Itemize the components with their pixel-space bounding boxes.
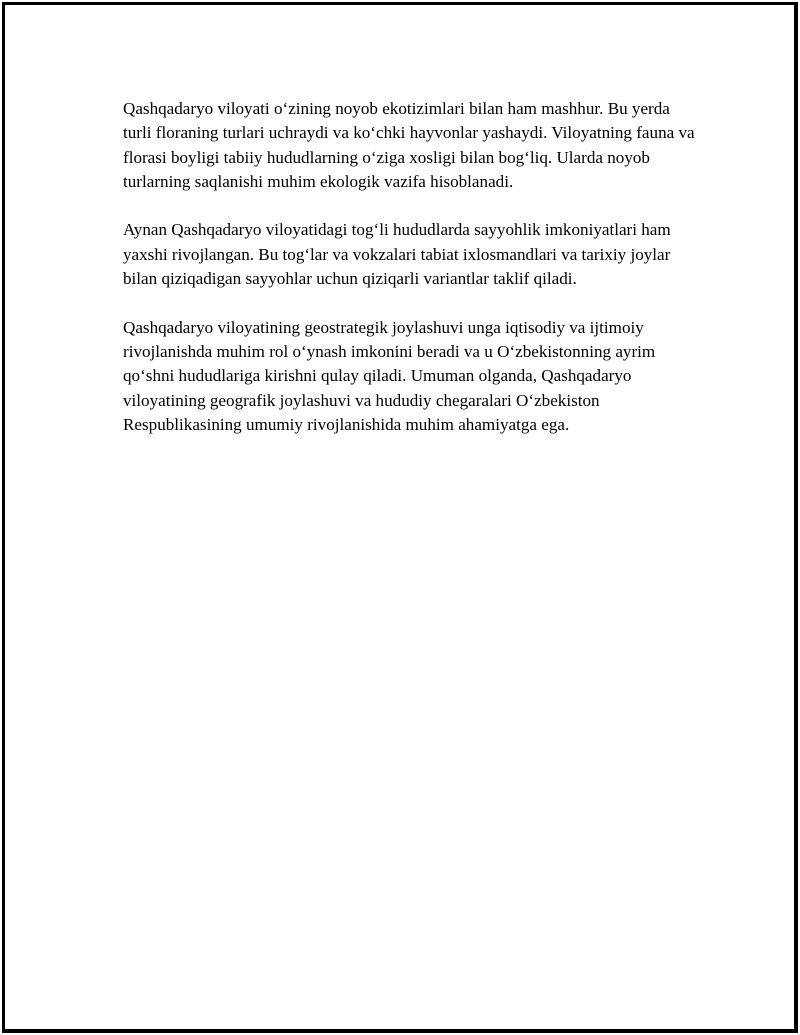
paragraph-ecosystems: Qashqadaryo viloyati o‘zining noyob ekotizimlari bilan ham mashhur. Bu yerda turli floraning turlari uchraydi va ko‘chki hayvonlar yashaydi. Viloyatning fauna va florasi boyligi tabiiy hududlarning o‘ziga xosligi bilan bog‘liq. Ularda noyob turlarning saqlanishi muhim ekologik vazifa hisoblanadi. (123, 99, 695, 191)
paragraph-tourism: Aynan Qashqadaryo viloyatidagi tog‘li hududlarda sayyohlik imkoniyatlari ham yaxshi rivojlangan. Bu tog‘lar va vokzalari tabiat ixlosmandlari va tarixiy joylar bilan qiziqadigan sayyohlar uchun qiziqarli variantlar taklif qiladi. (123, 220, 671, 289)
document-body (123, 97, 695, 461)
page-border (2, 2, 798, 1033)
paragraph-geostrategy: Qashqadaryo viloyatining geostrategik joylashuvi unga iqtisodiy va ijtimoiy rivojlanishda muhim rol o‘ynash imkonini beradi va u O‘zbekistonning ayrim qo‘shni hududlariga kirishni qulay qiladi. Umuman olganda, Qashqadaryo viloyatining geografik joylashuvi va hududiy chegaralari O‘zbekiston Respublikasining umumiy rivojlanishida muhim ahamiyatga ega. (123, 317, 656, 434)
